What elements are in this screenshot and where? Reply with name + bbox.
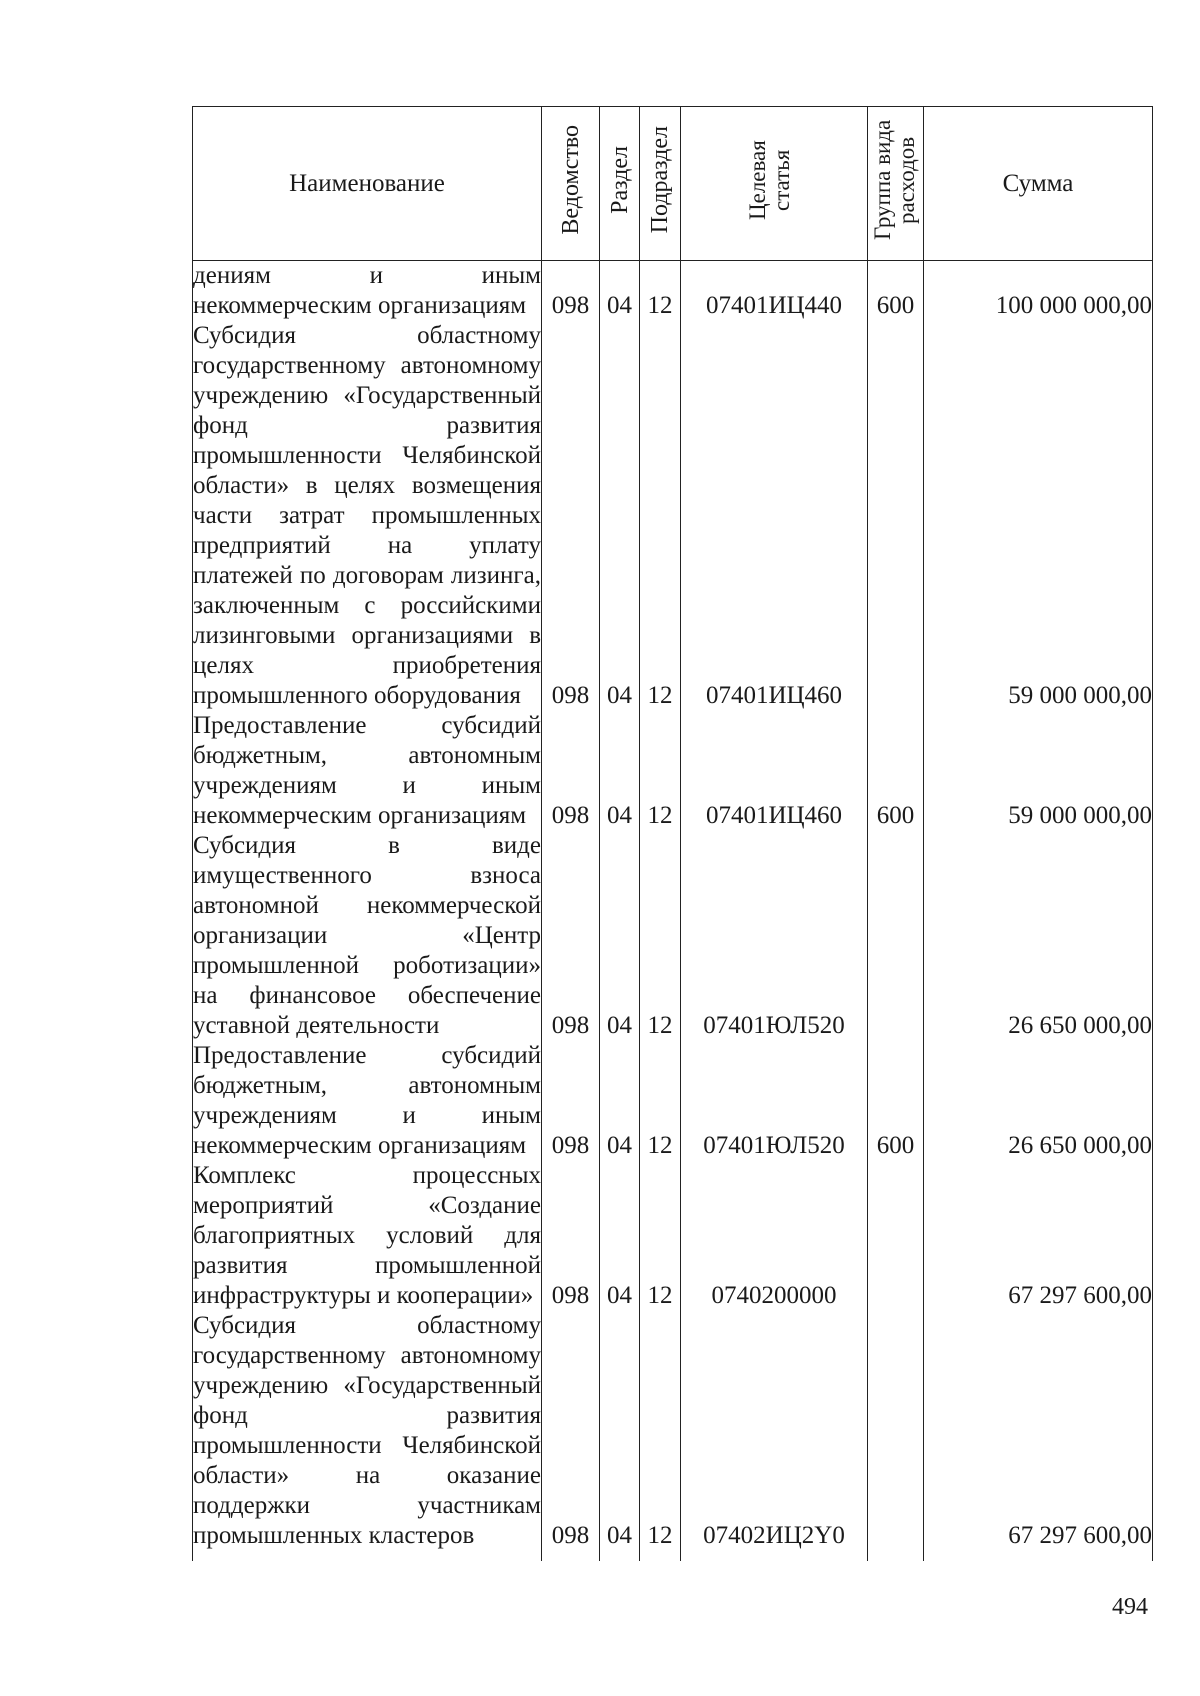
row-razdel: 04 bbox=[600, 711, 640, 831]
header-name-label: Наименование bbox=[289, 169, 445, 197]
page-number: 494 bbox=[1112, 1594, 1148, 1620]
row-vedomstvo: 098 bbox=[542, 1161, 600, 1311]
row-name: Предоставление субсидий бюджетным, автономным учреждениям и иным некоммерческим организациям bbox=[193, 1042, 541, 1159]
table-row bbox=[193, 711, 1153, 831]
row-summa: 67 297 600,00 bbox=[924, 1161, 1153, 1311]
header-summa bbox=[924, 107, 1153, 261]
table-row bbox=[193, 1161, 1153, 1311]
row-podrazdel: 12 bbox=[640, 1041, 681, 1161]
header-vedomstvo bbox=[542, 107, 600, 261]
row-podrazdel: 12 bbox=[640, 711, 681, 831]
row-summa: 59 000 000,00 bbox=[924, 321, 1153, 711]
row-celevaya-statya: 07401ИЦ440 bbox=[681, 261, 868, 322]
row-razdel: 04 bbox=[600, 1041, 640, 1161]
header-gruppa-vida-rashodov bbox=[868, 107, 924, 261]
header-razdel bbox=[600, 107, 640, 261]
row-podrazdel: 12 bbox=[640, 831, 681, 1041]
row-name: Субсидия областному государственному автономному учреждению «Государственный фонд развития промышленности Челябинской области» в целях возмещения части затрат промышленных предприятий на уплату платежей по договорам лизинга, заключенным с российскими лизинговыми организациями в целях приобретения промышленного оборудования bbox=[193, 322, 541, 709]
row-name: Предоставление субсидий бюджетным, автономным учреждениям и иным некоммерческим организациям bbox=[193, 712, 541, 829]
table-body bbox=[193, 261, 1153, 1562]
row-celevaya-statya: 07401ИЦ460 bbox=[681, 711, 868, 831]
row-summa: 100 000 000,00 bbox=[924, 261, 1153, 322]
table-row bbox=[193, 1311, 1153, 1561]
row-summa: 26 650 000,00 bbox=[924, 1041, 1153, 1161]
row-summa: 67 297 600,00 bbox=[924, 1311, 1153, 1561]
row-vedomstvo: 098 bbox=[542, 321, 600, 711]
row-gruppa-vida-rashodov: 600 bbox=[868, 1041, 924, 1161]
row-razdel: 04 bbox=[600, 321, 640, 711]
row-gruppa-vida-rashodov bbox=[868, 1161, 924, 1311]
table-row bbox=[193, 1041, 1153, 1161]
row-gruppa-vida-rashodov: 600 bbox=[868, 711, 924, 831]
row-name: дениям и иным некоммерческим организациям bbox=[193, 262, 541, 319]
header-celevaya-statya bbox=[681, 107, 868, 261]
header-name bbox=[193, 107, 542, 261]
row-celevaya-statya: 07402ИЦ2Y0 bbox=[681, 1311, 868, 1561]
row-razdel: 04 bbox=[600, 261, 640, 322]
header-celevaya-statya-label: Целевая статья bbox=[745, 140, 794, 220]
row-celevaya-statya: 07401ЮЛ520 bbox=[681, 831, 868, 1041]
table-row bbox=[193, 261, 1153, 322]
row-gruppa-vida-rashodov bbox=[868, 1311, 924, 1561]
header-razdel-label: Раздел bbox=[606, 146, 633, 214]
row-vedomstvo: 098 bbox=[542, 711, 600, 831]
row-razdel: 04 bbox=[600, 831, 640, 1041]
row-celevaya-statya: 07401ИЦ460 bbox=[681, 321, 868, 711]
row-podrazdel: 12 bbox=[640, 1311, 681, 1561]
row-name: Субсидия в виде имущественного взноса автономной некоммерческой организации «Центр промышленной роботизации» на финансовое обеспечение уставной деятельности bbox=[193, 832, 541, 1039]
row-summa: 26 650 000,00 bbox=[924, 831, 1153, 1041]
row-podrazdel: 12 bbox=[640, 261, 681, 322]
row-vedomstvo: 098 bbox=[542, 831, 600, 1041]
row-razdel: 04 bbox=[600, 1161, 640, 1311]
header-podrazdel-label: Подраздел bbox=[647, 126, 673, 234]
row-gruppa-vida-rashodov: 600 bbox=[868, 261, 924, 322]
row-razdel: 04 bbox=[600, 1311, 640, 1561]
budget-table bbox=[192, 106, 1153, 1561]
row-celevaya-statya: 0740200000 bbox=[681, 1161, 868, 1311]
header-summa-label: Сумма bbox=[1002, 169, 1074, 197]
table-row bbox=[193, 831, 1153, 1041]
header-vedomstvo-label: Ведомство bbox=[557, 125, 584, 235]
row-gruppa-vida-rashodov bbox=[868, 321, 924, 711]
row-summa: 59 000 000,00 bbox=[924, 711, 1153, 831]
row-podrazdel: 12 bbox=[640, 321, 681, 711]
row-vedomstvo: 098 bbox=[542, 261, 600, 322]
table-header bbox=[193, 107, 1153, 261]
header-gruppa-vida-rashodov-label: Группа вида расходов bbox=[869, 119, 919, 241]
row-gruppa-vida-rashodov bbox=[868, 831, 924, 1041]
row-celevaya-statya: 07401ЮЛ520 bbox=[681, 1041, 868, 1161]
row-podrazdel: 12 bbox=[640, 1161, 681, 1311]
row-name: Субсидия областному государственному автономному учреждению «Государственный фонд развития промышленности Челябинской области» на оказание поддержки участникам промышленных кластеров bbox=[193, 1311, 542, 1561]
row-vedomstvo: 098 bbox=[542, 1041, 600, 1161]
header-podrazdel bbox=[640, 107, 681, 261]
row-name: Комплекс процессных мероприятий «Создание благоприятных условий для развития промышленной инфраструктуры и кооперации» bbox=[193, 1162, 541, 1309]
table-row bbox=[193, 321, 1153, 711]
row-vedomstvo: 098 bbox=[542, 1311, 600, 1561]
